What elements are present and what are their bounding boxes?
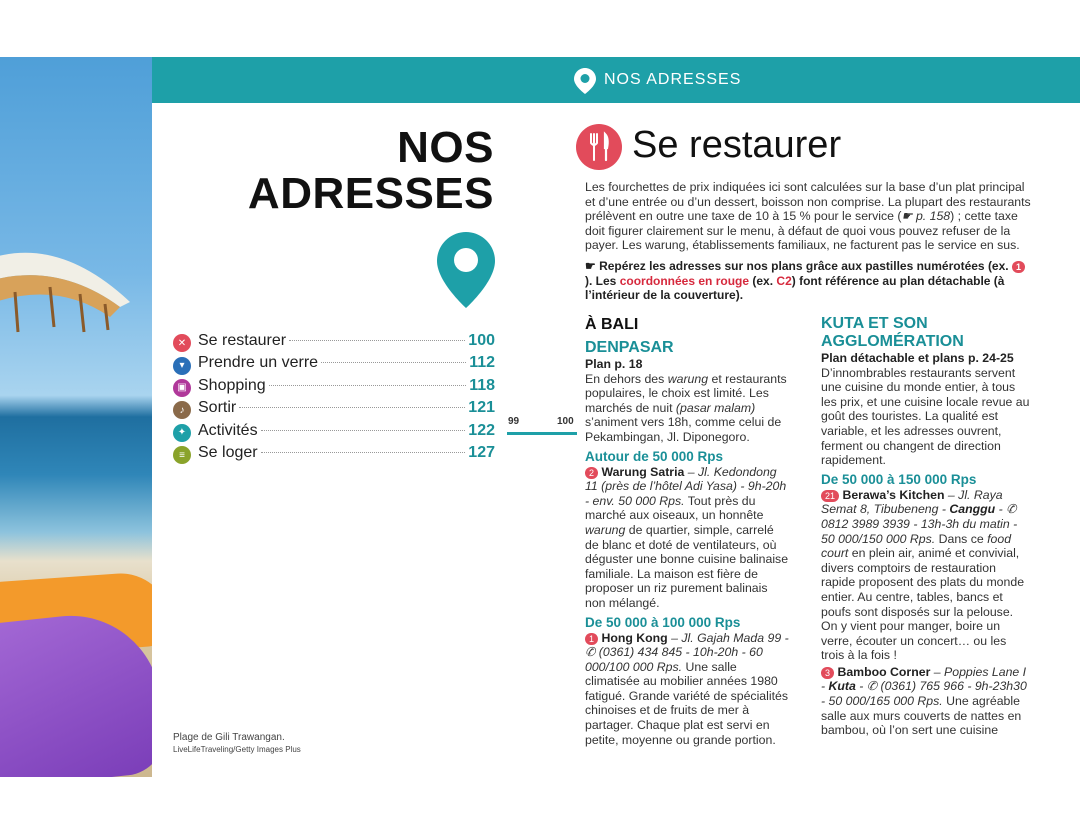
toc-page-number: 112 bbox=[469, 354, 495, 372]
toc-item[interactable] bbox=[173, 444, 495, 466]
umbrella-illustration bbox=[0, 232, 130, 342]
pastille-badge: 1 bbox=[1012, 261, 1025, 273]
list-item: 3 Bamboo Corner – Poppies Lane I - Kuta - ✆ (0361) 765 966 - 9h-23h30 - 50 000/165 000 Rps. Une agréable salle aux murs couverts de nattes en bambou, où l’on sert une cuisine bbox=[821, 664, 1027, 738]
map-pin-icon bbox=[437, 232, 495, 308]
page-tab-left: 99 bbox=[508, 416, 520, 427]
fork-knife-icon bbox=[576, 124, 622, 170]
price-heading: Autour de 50 000 Rps bbox=[585, 448, 724, 464]
music-icon: ♪ bbox=[173, 401, 191, 419]
toc-leader bbox=[239, 407, 465, 408]
toc-leader bbox=[261, 452, 466, 453]
toc-page-number: 127 bbox=[468, 443, 495, 461]
city-intro: En dehors des warung et restaurants populaires, le choix est limité. Les marchés de nuit (pasar malam) s’animent vers 18h, comme celui de Pekambingan, Jl. Diponegoro. bbox=[585, 371, 787, 444]
toc-page-number: 121 bbox=[468, 399, 495, 417]
section-title: Se restaurer bbox=[632, 124, 842, 166]
map-note: ☛ Repérez les adresses sur nos plans grâce aux pastilles numérotées (ex. 1). Les coordonnées en rouge (ex. C2) font référence au plan détachable (à l’intérieur de la couverture). bbox=[585, 259, 1031, 303]
city-heading: DENPASAR bbox=[585, 339, 674, 356]
toc-item[interactable] bbox=[173, 377, 495, 399]
bed-icon: ≡ bbox=[173, 446, 191, 464]
list-item: 1 Hong Kong – Jl. Gajah Mada 99 - ✆ (0361) 434 845 - 10h-20h - 60 000/100 000 Rps. Une salle climatisée au mobilier années 1980 fatigué. Grande variété de spécialités chinoises et de fruits de mer à partager. Chaque plat est servi en petite, moyenne ou grande portion. bbox=[585, 630, 789, 747]
section-intro: Les fourchettes de prix indiquées ici sont calculées sur la base d’un plat principal et d’une entrée ou d’un dessert, boisson non comprise. La plupart des restaurants prélèvent en outre une taxe de 10 à 15 % pour le service (☛ p. 158) ; cette taxe doit figurer clairement sur le menu, à défaut de quoi vous pouvez refuser de la payer. Les warung, établissements familiaux, ne facturent pas le service en sus. bbox=[585, 180, 1031, 253]
column-bali bbox=[585, 315, 790, 747]
plan-reference: Plan p. 18 bbox=[585, 357, 643, 371]
map-pin-icon bbox=[574, 68, 596, 94]
toc-leader bbox=[269, 385, 467, 386]
plan-reference: Plan détachable et plans p. 24-25 bbox=[821, 351, 1014, 365]
page-tab-bar bbox=[507, 432, 577, 435]
beach-photo bbox=[0, 57, 152, 777]
table-of-contents bbox=[173, 332, 495, 466]
glass-icon: ▾ bbox=[173, 357, 191, 375]
toc-item[interactable] bbox=[173, 422, 495, 444]
toc-label: Sortir bbox=[198, 399, 237, 417]
toc-leader bbox=[289, 340, 465, 341]
fork-knife-icon: ✕ bbox=[173, 334, 191, 352]
photo-credit: LiveLifeTraveling/Getty Images Plus bbox=[173, 745, 301, 754]
column-kuta bbox=[821, 315, 1031, 738]
page-title: NOS ADRESSES bbox=[247, 123, 494, 218]
toc-label: Activités bbox=[198, 421, 258, 439]
toc-label: Se restaurer bbox=[198, 332, 287, 349]
toc-item[interactable] bbox=[173, 399, 495, 421]
toc-item[interactable] bbox=[173, 354, 495, 376]
price-heading: De 50 000 à 100 000 Rps bbox=[585, 614, 741, 630]
toc-page-number: 100 bbox=[468, 332, 495, 349]
region-heading: À BALI bbox=[585, 316, 639, 333]
band-title: NOS ADRESSES bbox=[604, 71, 742, 88]
toc-label: Shopping bbox=[198, 376, 266, 394]
price-heading: De 50 000 à 150 000 Rps bbox=[821, 471, 977, 487]
person-icon: ✦ bbox=[173, 424, 191, 442]
shopping-bag-icon: ▣ bbox=[173, 379, 191, 397]
list-item: 2 Warung Satria – Jl. Kedondong 11 (près de l’hôtel Adi Yasa) - 9h-20h - env. 50 000 Rps. Tout près du marché aux oiseaux, un honnête warung de quartier, simple, carrelé de blanc et doté de ventilateurs, où déguster une bonne cuisine balinaise familiale. La maison est fière de proposer un riz purement balinais non mélangé. bbox=[585, 464, 789, 610]
toc-item[interactable] bbox=[173, 332, 495, 354]
toc-page-number: 118 bbox=[469, 376, 495, 394]
toc-leader bbox=[261, 430, 466, 431]
city-intro: D’innombrables restaurants servent une cuisine du monde entier, à tous les prix, et une cuisine locale revue au goût des touristes. La qualité est variable, et les adresses ouvrent, ferment ou changent de direction rapidement. bbox=[821, 365, 1030, 468]
header-band bbox=[152, 57, 1080, 103]
toc-leader bbox=[321, 362, 466, 363]
toc-label: Prendre un verre bbox=[198, 354, 319, 372]
toc-page-number: 122 bbox=[468, 421, 495, 439]
page-tab-right: 100 bbox=[557, 416, 574, 427]
list-item: 21 Berawa’s Kitchen – Jl. Raya Semat 8, Tibubeneng - Canggu - ✆ 0812 3989 3939 - 13h-3h du matin - 50 000/150 000 Rps. Dans ce food court en plein air, animé et convivial, divers comptoirs de restauration rapide proposent des plats du monde entier. Au centre, tables, bancs et poufs sont disposés sur la pelouse. On y vient pour manger, boire un verre, écouter un concert… ou les trois à la fois ! bbox=[821, 487, 1025, 663]
city-heading: KUTA ET SON AGGLOMÉRATION bbox=[821, 315, 964, 350]
photo-caption: Plage de Gili Trawangan. LiveLifeTraveling/Getty Images Plus bbox=[173, 732, 301, 754]
toc-label: Se loger bbox=[198, 443, 258, 461]
